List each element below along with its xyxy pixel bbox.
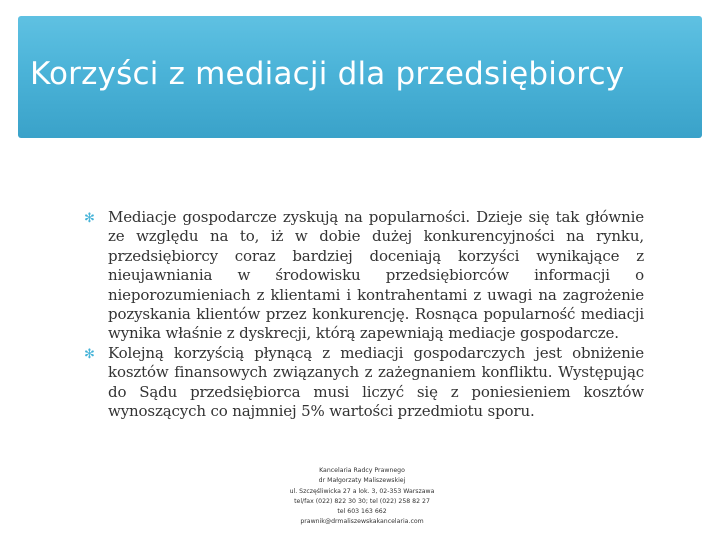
list-item xyxy=(82,344,644,422)
footer-line-address: ul. Szczęśliwicka 27 a lok. 3, 02-353 Warszawa xyxy=(289,487,435,495)
asterisk-bullet-icon: ✻ xyxy=(84,346,95,362)
footer-line-email: prawnik@drmaliszewskakancelaria.com xyxy=(300,518,424,526)
footer-line-name: dr Małgorzaty Maliszewskiej xyxy=(318,477,406,485)
slide-title: Korzyści z mediacji dla przedsiębiorcy xyxy=(30,56,625,92)
footer-line-firm: Kancelaria Radcy Prawnego xyxy=(319,467,405,474)
bullet-text-discretion: Mediacje gospodarcze zyskują na popularności. Dzieje się tak głównie ze względu na to, iż w dobie dużej konkurencyjności na rynku, przedsiębiorcy coraz bardziej doceniają korzyści wynikające z nieujawniania w środowisku przedsiębiorców informacji o nieporozumieniach z klientami i kontrahentami z uwagi na zagrożenie pozyskania klientów przez konkurencję. Rosnąca popularność mediacji wynika właśnie z dyskrecji, którą zapewniają mediacje gospodarcze. xyxy=(108,208,644,343)
footer-line-phone: tel/fax (022) 822 30 30; tel (022) 258 82 27 xyxy=(294,497,430,505)
footer-contact xyxy=(262,466,462,528)
list-item xyxy=(82,208,644,344)
asterisk-bullet-icon: ✻ xyxy=(84,211,95,226)
bullet-list xyxy=(82,208,644,421)
footer-line-mobile: tel 603 163 662 xyxy=(337,508,387,516)
bullet-text-costs: Kolejną korzyścią płynącą z mediacji gospodarczych jest obniżenie kosztów finansowych związanych z zażegnaniem konfliktu. Występując do Sądu przedsiębiorca musi liczyć się z poniesieniem kosztów wynoszących co najmniej 5% wartości przedmiotu sporu. xyxy=(108,343,644,421)
